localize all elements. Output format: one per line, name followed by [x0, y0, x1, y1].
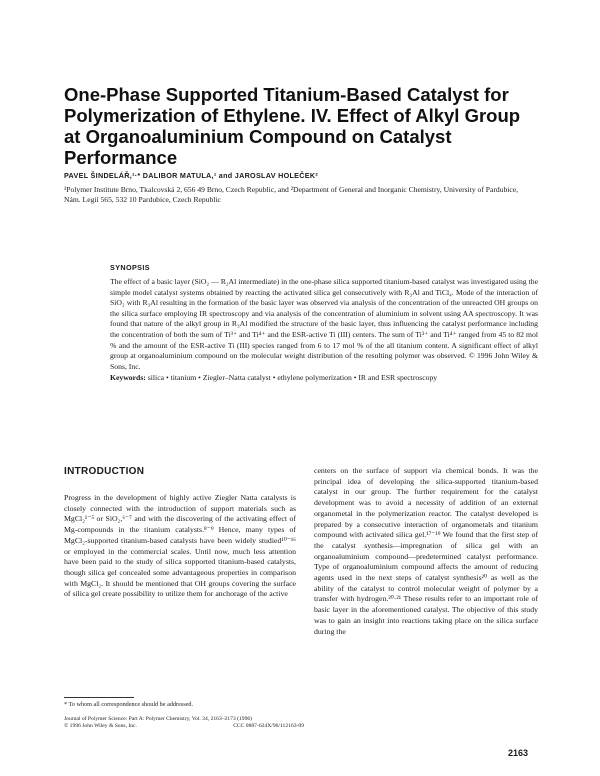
- footnote-divider: [64, 697, 134, 698]
- synopsis-body: The effect of a basic layer (SiO₂ — R₂Al intermediate) in the one-phase silica supported titanium-based catalyst was investigated using the simple model catalyst systems obtained by reacting the activated silica gel consecutively with R₃Al and TiCl₄. Mode of the interaction of SiO₂ with R₃Al resulting in the formation of the basic layer was observed via analysis of the concentration of the unreacted OH groups on the silica surface employing IR spectroscopy and via analysis of the concentration of aluminium in solvent using AA spectroscopy. It was found that nature of the alkyl group in R₃Al modified the structure of the basic layer, thus influencing the catalyst performance including the concentration of both the sum of Ti³⁺ and Ti⁴⁺ and the ESR-active Ti (III) centers. The sum of Ti³⁺ and Ti⁴⁺ ranged from 45 to 82 mol % and the amount of the ESR-active Ti (III) species ranged from 6 to 17 mol % of the all titanium content. A significant effect of alkyl group at organoaluminium compound on the molecular weight distribution of the resulting polymer was observed. © 1996 John Wiley & Sons, Inc.: [110, 277, 538, 371]
- keywords-line: [110, 373, 538, 384]
- introduction-left-text: Progress in the development of highly active Ziegler Natta catalysts is closely connected with the introduction of support materials such as MgCl₂¹⁻⁵ or SiO₂,⁶⁻⁷ and with the discovering of the activating effect of Mg-compounds in the titanium catalysts.⁸⁻⁹ Hence, many types of MgCl₂-supported titanium-based catalysts have been widely studied¹⁰⁻¹⁶ or employed in the commercial scales. Until now, much less attention have been paid to the study of silica supported titanium-based catalysts, though silica gel concealed some advantageous properties in comparison with MgCl₂. It should be mentioned that OH groups covering the surface of silica gel create possibility to utilize them for anchorage of the active: [64, 493, 296, 599]
- correspondence-footnote: * To whom all correspondence should be addressed.: [64, 701, 194, 708]
- introduction-heading: INTRODUCTION: [64, 466, 145, 477]
- keywords-list: silica • titanium • Ziegler–Natta catalyst • ethylene polymerization • IR and ESR spectroscopy: [145, 373, 438, 383]
- synopsis-section: [110, 263, 538, 384]
- article-title: One-Phase Supported Titanium-Based Catalyst for Polymerization of Ethylene. IV. Effect of Alkyl Group at Organoaluminium Compound on Catalyst Performance: [64, 84, 521, 168]
- page-number: 2163: [508, 748, 529, 758]
- left-column: [64, 466, 296, 600]
- author-affiliations: ¹Polymer Institute Brno, Tkalcovská 2, 656 49 Brno, Czech Republic, and ²Department of General and Inorganic Chemistry, University of Pardubice, Nám. Legií 565, 532 10 Pardubice, Czech Republic: [64, 185, 519, 204]
- introduction-right-text: centers on the surface of support via chemical bonds. It was the principal idea of developing the silica-supported titanium-based catalyst in our group. The further requirement for the catalyst development was to avoid a necessity of addition of an external organometal in the polymerization reactor. The catalyst developed is prepared by a consecutive interaction of organometals and titanium compound with activated silica gel.¹⁷⁻¹⁹ We found that the first step of the catalyst synthesis—impregnation of silica gel with an organoaluminium compound—predetermined catalyst performance. Type of organoaluminium compound affects the amount of reducing agents used in the next steps of catalyst synthesis²⁰ as well as the ability of the catalyst to control molecular weight of polymer by a transfer with hydrogen.²⁰·²¹ These results refer to an important role of basic layer in the aforementioned catalyst. The objective of this study was to gain an insight into reactions taking place on the silica surface during the: [314, 466, 538, 636]
- keywords-label: Keywords:: [110, 373, 146, 383]
- journal-citation-line: Journal of Polymer Science: Part A: Polymer Chemistry, Vol. 34, 2163–2173 (1996): [64, 716, 253, 722]
- journal-copyright-row: [64, 723, 304, 730]
- ccc-code: CCC 0887-624X/96/112163-09: [233, 723, 304, 729]
- author-list: PAVEL ŠINDELÁŘ,¹·* DALIBOR MATULA,¹ and JAROSLAV HOLEČEK²: [64, 171, 319, 180]
- right-column: [314, 466, 538, 637]
- journal-citation: [64, 716, 304, 730]
- synopsis-heading: SYNOPSIS: [110, 263, 150, 272]
- copyright-notice: © 1996 John Wiley & Sons, Inc.: [64, 723, 137, 729]
